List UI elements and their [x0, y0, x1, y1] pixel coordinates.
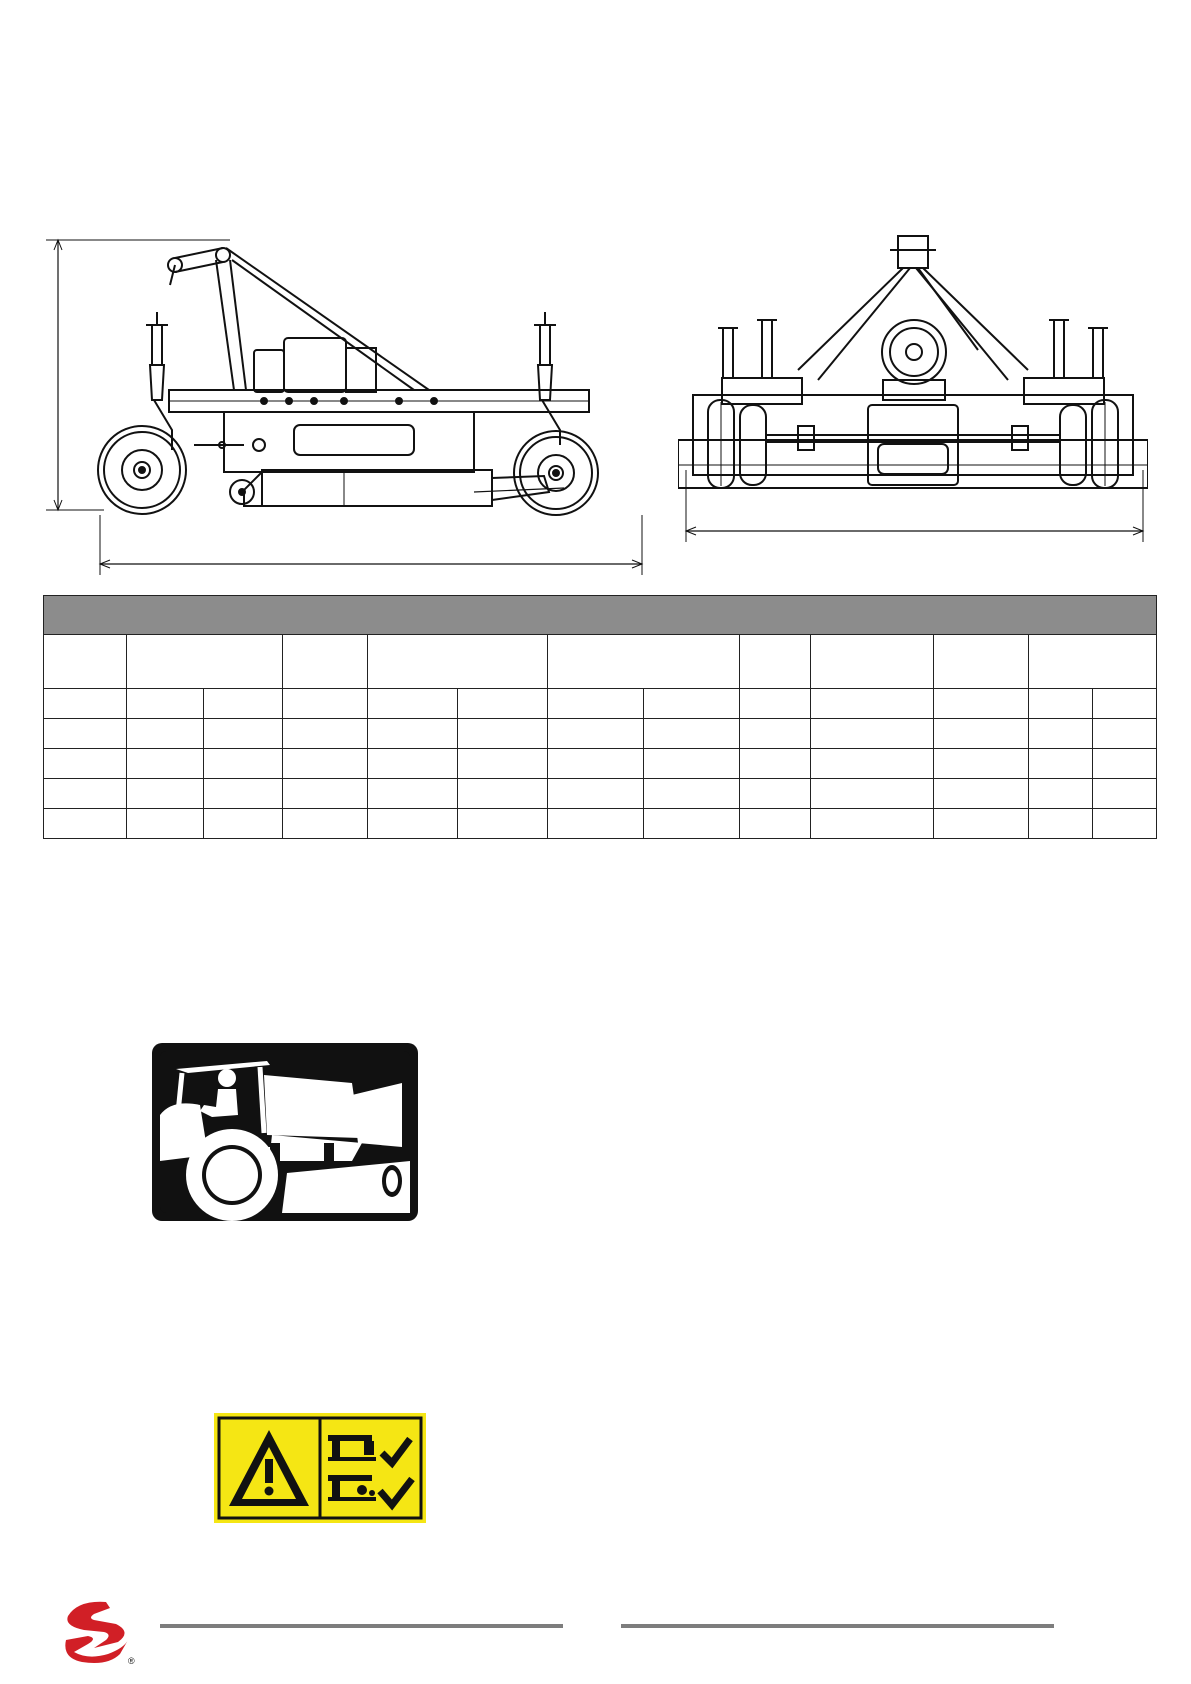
table-cell [368, 719, 458, 749]
table-cell [644, 809, 740, 839]
header-cell [127, 635, 283, 689]
table-cell [740, 779, 811, 809]
table-cell [811, 749, 934, 779]
table-cell [127, 749, 204, 779]
table-cell [458, 809, 548, 839]
table-cell [204, 719, 283, 749]
table-cell [204, 749, 283, 779]
table-cell [44, 809, 127, 839]
table-cell [811, 689, 934, 719]
table-cell [368, 779, 458, 809]
table-cell [204, 809, 283, 839]
table-cell [1029, 779, 1093, 809]
table-row [44, 689, 1157, 719]
table-cell [934, 809, 1029, 839]
spec-table-header-row [44, 635, 1157, 689]
table-cell [548, 809, 644, 839]
table-cell [1029, 719, 1093, 749]
header-cell [934, 635, 1029, 689]
table-cell [811, 779, 934, 809]
table-cell [1029, 689, 1093, 719]
footer-rule-right [621, 1624, 1054, 1628]
table-cell [548, 719, 644, 749]
footer-rule-left [160, 1624, 563, 1628]
table-cell [458, 719, 548, 749]
table-cell [44, 779, 127, 809]
table-cell [127, 689, 204, 719]
warning-triangle-decal [214, 1413, 426, 1523]
table-cell [740, 749, 811, 779]
table-cell [283, 809, 368, 839]
table-cell [127, 719, 204, 749]
table-row [44, 779, 1157, 809]
table-cell [740, 689, 811, 719]
table-cell [458, 689, 548, 719]
table-cell [1093, 749, 1157, 779]
table-row [44, 719, 1157, 749]
front-view-drawing [678, 230, 1148, 580]
brand-s-logo [58, 1596, 138, 1668]
table-cell [934, 689, 1029, 719]
table-cell [127, 779, 204, 809]
table-cell [368, 749, 458, 779]
table-cell [1093, 809, 1157, 839]
table-cell [283, 749, 368, 779]
table-cell [44, 689, 127, 719]
table-cell [1093, 719, 1157, 749]
table-cell [368, 689, 458, 719]
table-cell [458, 779, 548, 809]
registered-mark: ® [128, 1656, 135, 1666]
table-cell [811, 719, 934, 749]
table-cell [204, 689, 283, 719]
table-cell [44, 749, 127, 779]
table-cell [1093, 779, 1157, 809]
table-cell [1029, 749, 1093, 779]
table-cell [283, 689, 368, 719]
table-cell [644, 749, 740, 779]
table-cell [127, 809, 204, 839]
table-cell [934, 749, 1029, 779]
header-cell [811, 635, 934, 689]
spec-table [43, 595, 1157, 839]
table-cell [934, 779, 1029, 809]
table-cell [548, 749, 644, 779]
table-cell [644, 719, 740, 749]
table-cell [458, 749, 548, 779]
header-cell [740, 635, 811, 689]
tractor-pto-driveline-pictogram [152, 1043, 418, 1221]
table-row [44, 809, 1157, 839]
spec-table-title-cell [44, 596, 1157, 635]
table-cell [1029, 809, 1093, 839]
table-cell [44, 719, 127, 749]
table-cell [368, 809, 458, 839]
table-cell [740, 719, 811, 749]
table-cell [1093, 689, 1157, 719]
side-view-drawing [44, 230, 644, 580]
table-cell [548, 689, 644, 719]
table-cell [283, 779, 368, 809]
header-cell [283, 635, 368, 689]
table-cell [934, 719, 1029, 749]
table-cell [204, 779, 283, 809]
table-cell [644, 779, 740, 809]
header-cell [1029, 635, 1157, 689]
spec-table-title-row [44, 596, 1157, 635]
header-cell [368, 635, 548, 689]
table-cell [740, 809, 811, 839]
header-cell [44, 635, 127, 689]
table-cell [644, 689, 740, 719]
header-cell [548, 635, 740, 689]
table-cell [811, 809, 934, 839]
table-cell [548, 779, 644, 809]
table-row [44, 749, 1157, 779]
table-cell [283, 719, 368, 749]
